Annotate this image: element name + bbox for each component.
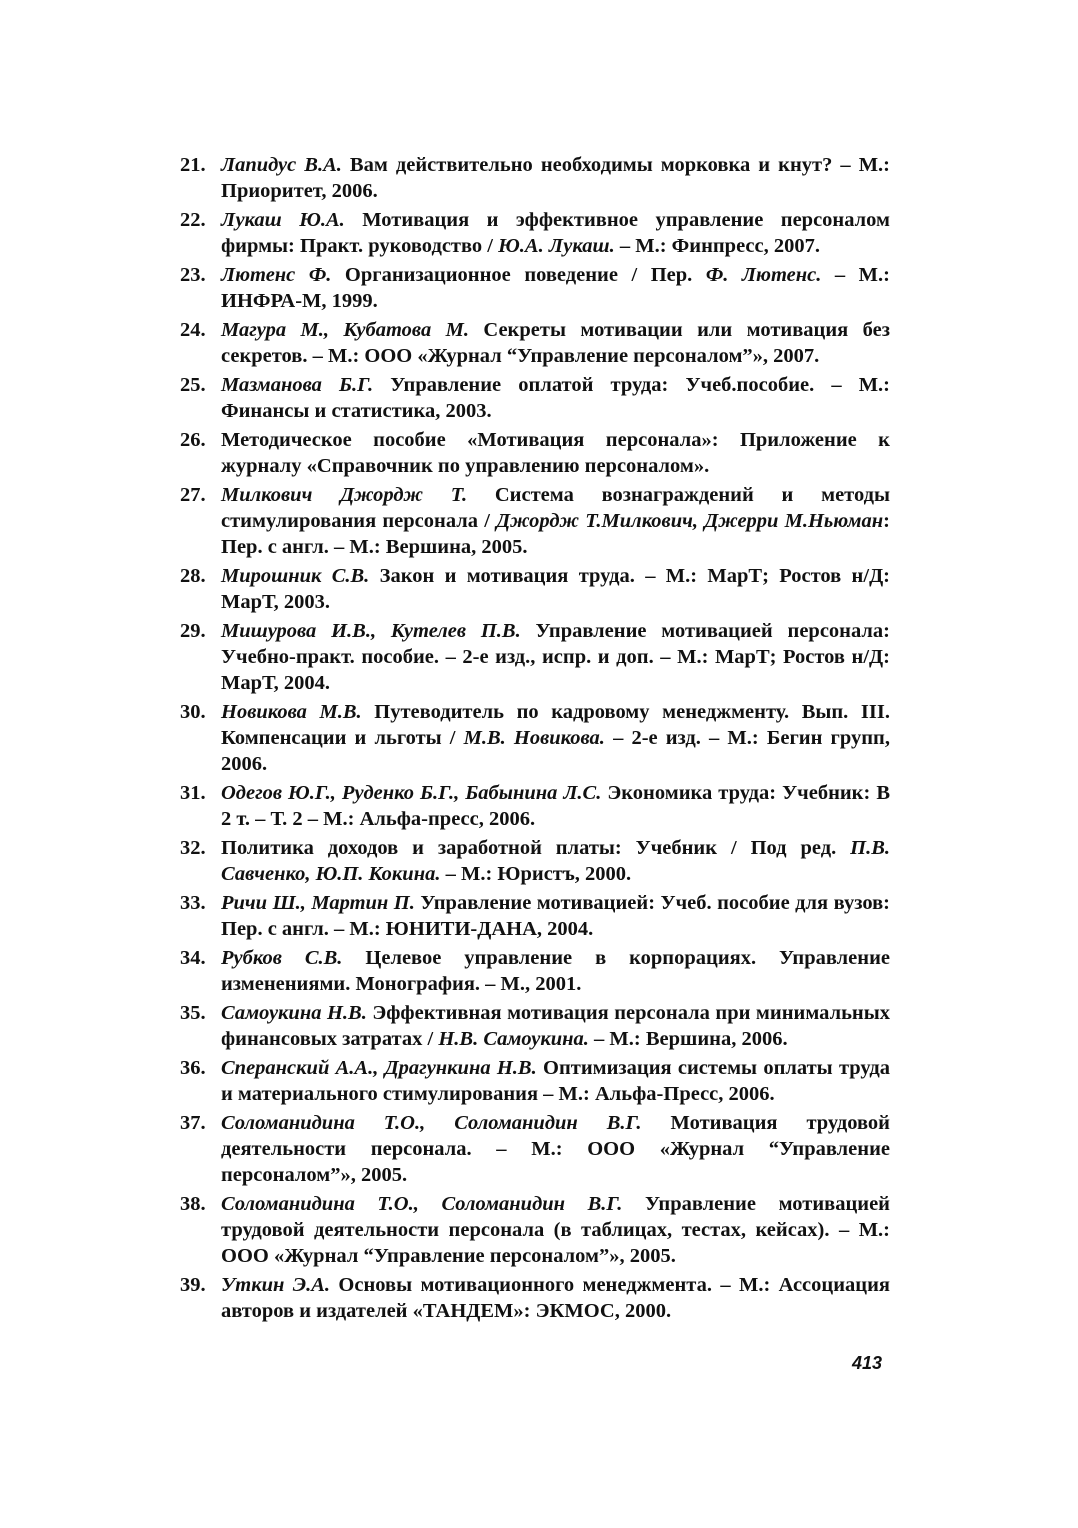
reference-author: М.В. Новикова. bbox=[463, 727, 605, 749]
reference-author: Ф. Лютенс. bbox=[705, 264, 822, 286]
reference-text: Управление мотивацией: Учеб. пособие для вузов: Пер. с англ. – М.: ЮНИТИ-ДАНА, 2004. bbox=[221, 892, 891, 940]
reference-text: Вам действительно необходимы морковка и кнут? – М.: Приоритет, 2006. bbox=[221, 154, 891, 202]
reference-author: Лютенс Ф. bbox=[221, 264, 332, 286]
reference-number: 21. bbox=[180, 154, 206, 176]
reference-text: – М.: Вершина, 2006. bbox=[588, 1028, 788, 1050]
reference-number: 37. bbox=[180, 1112, 206, 1134]
reference-text: Управление мотивацией трудовой деятельности персонала (в таблицах, тестах, кейсах). – М.: ООО «Журнал “Управление персоналом”», 2005. bbox=[221, 1193, 890, 1267]
reference-item bbox=[180, 1110, 890, 1188]
reference-number: 29. bbox=[180, 620, 206, 642]
reference-text: – М.: Юристъ, 2000. bbox=[440, 863, 632, 885]
reference-text: Мотивация трудовой деятельности персонала. – М.: ООО «Журнал “Управление персоналом”», 2005. bbox=[221, 1112, 890, 1186]
reference-author: Магура М., Кубатова М. bbox=[221, 319, 469, 341]
reference-number: 28. bbox=[180, 565, 206, 587]
reference-item bbox=[180, 262, 890, 314]
reference-author: Ричи Ш., Мартин П. bbox=[221, 892, 415, 914]
reference-item bbox=[180, 890, 890, 942]
reference-author: Сперанский А.А., Драгункина Н.В. bbox=[221, 1057, 537, 1079]
reference-number: 36. bbox=[180, 1057, 206, 1079]
reference-text: – М.: ИНФРА-М, 1999. bbox=[221, 264, 890, 312]
reference-text: – 2-е изд. – М.: Бегин групп, 2006. bbox=[221, 727, 890, 775]
reference-author: Рубков С.В. bbox=[221, 947, 343, 969]
reference-text: Оптимизация системы оплаты труда и материального стимулирования – М.: Альфа-Пресс, 2006. bbox=[221, 1057, 890, 1105]
reference-number: 32. bbox=[180, 837, 206, 859]
reference-item bbox=[180, 152, 890, 204]
reference-item bbox=[180, 427, 890, 479]
reference-number: 24. bbox=[180, 319, 206, 341]
reference-author: Соломанидина Т.О., Соломанидин В.Г. bbox=[221, 1193, 623, 1215]
reference-number: 33. bbox=[180, 892, 206, 914]
reference-number: 23. bbox=[180, 264, 206, 286]
reference-text: Путеводитель по кадровому менеджменту. Вып. III. Компенсации и льготы / bbox=[221, 701, 890, 749]
reference-author: Ю.А. Лукаш. bbox=[498, 235, 615, 257]
reference-author: Уткин Э.А. bbox=[221, 1274, 331, 1296]
reference-item bbox=[180, 482, 890, 560]
reference-number: 22. bbox=[180, 209, 206, 231]
reference-number: 31. bbox=[180, 782, 206, 804]
reference-number: 25. bbox=[180, 374, 206, 396]
reference-author: Лапидус В.А. bbox=[221, 154, 342, 176]
reference-text: : Пер. с англ. – М.: Вершина, 2005. bbox=[221, 510, 890, 558]
reference-author: П.В. Савченко, Ю.П. Кокина. bbox=[221, 837, 890, 885]
reference-item bbox=[180, 372, 890, 424]
page-number: 413 bbox=[852, 1353, 883, 1373]
reference-text: Секреты мотивации или мотивация без секретов. – М.: ООО «Журнал “Управление персоналом”», 2007. bbox=[221, 319, 890, 367]
reference-item bbox=[180, 945, 890, 997]
reference-author: Одегов Ю.Г., Руденко Б.Г., Бабынина Л.С. bbox=[221, 782, 602, 804]
reference-author: Милкович Джордж Т. bbox=[221, 484, 468, 506]
reference-number: 30. bbox=[180, 701, 206, 723]
reference-item bbox=[180, 1272, 890, 1324]
reference-text: Управление мотивацией персонала: Учебно-практ. пособие. – 2-е изд., испр. и доп. – М.: МарТ; Ростов н/Д: МарТ, 2004. bbox=[221, 620, 890, 694]
reference-author: Соломанидина Т.О., Соломанидин В.Г. bbox=[221, 1112, 642, 1134]
reference-number: 27. bbox=[180, 484, 206, 506]
reference-item bbox=[180, 780, 890, 832]
reference-text: Целевое управление в корпорациях. Управление изменениями. Монография. – М., 2001. bbox=[221, 947, 891, 995]
reference-item bbox=[180, 618, 890, 696]
reference-item bbox=[180, 835, 890, 887]
reference-text: Основы мотивационного менеджмента. – М.: Ассоциация авторов и издателей «ТАНДЕМ»: ЭКМОС, 2000. bbox=[221, 1274, 890, 1322]
reference-text: – М.: Финпресс, 2007. bbox=[614, 235, 821, 257]
reference-text: Закон и мотивация труда. – М.: МарТ; Ростов н/Д: МарТ, 2003. bbox=[221, 565, 890, 613]
reference-text: Политика доходов и заработной платы: Учебник / Под ред. bbox=[221, 837, 851, 859]
reference-item bbox=[180, 1191, 890, 1269]
reference-number: 38. bbox=[180, 1193, 206, 1215]
reference-number: 26. bbox=[180, 429, 206, 451]
reference-number: 34. bbox=[180, 947, 206, 969]
reference-item bbox=[180, 1000, 890, 1052]
reference-list bbox=[180, 152, 890, 1327]
reference-author: Джордж Т.Милкович, Джерри М.Ньюман bbox=[496, 510, 884, 532]
reference-item bbox=[180, 207, 890, 259]
reference-author: Мазманова Б.Г. bbox=[221, 374, 374, 396]
reference-number: 39. bbox=[180, 1274, 206, 1296]
reference-author: Лукаш Ю.А. bbox=[221, 209, 345, 231]
reference-author: Новикова М.В. bbox=[221, 701, 362, 723]
reference-text: Методическое пособие «Мотивация персонала»: Приложение к журналу «Справочник по управлению персоналом». bbox=[221, 429, 890, 477]
reference-text: Мотивация и эффективное управление персоналом фирмы: Практ. руководство / bbox=[221, 209, 890, 257]
reference-item bbox=[180, 1055, 890, 1107]
reference-author: Мирошник С.В. bbox=[221, 565, 370, 587]
reference-text: Эффективная мотивация персонала при минимальных финансовых затратах / bbox=[221, 1002, 890, 1050]
reference-author: Н.В. Самоукина. bbox=[438, 1028, 589, 1050]
reference-author: Мишурова И.В., Кутелев П.В. bbox=[221, 620, 521, 642]
reference-author: Самоукина Н.В. bbox=[221, 1002, 367, 1024]
reference-text: Управление оплатой труда: Учеб.пособие. – М.: Финансы и статистика, 2003. bbox=[221, 374, 890, 422]
reference-text: Система вознаграждений и методы стимулирования персонала / bbox=[221, 484, 890, 532]
reference-item bbox=[180, 699, 890, 777]
reference-number: 35. bbox=[180, 1002, 206, 1024]
reference-item bbox=[180, 563, 890, 615]
reference-text: Экономика труда: Учебник: В 2 т. – Т. 2 – М.: Альфа-пресс, 2006. bbox=[221, 782, 890, 830]
reference-text: Организационное поведение / Пер. bbox=[331, 264, 706, 286]
reference-item bbox=[180, 317, 890, 369]
